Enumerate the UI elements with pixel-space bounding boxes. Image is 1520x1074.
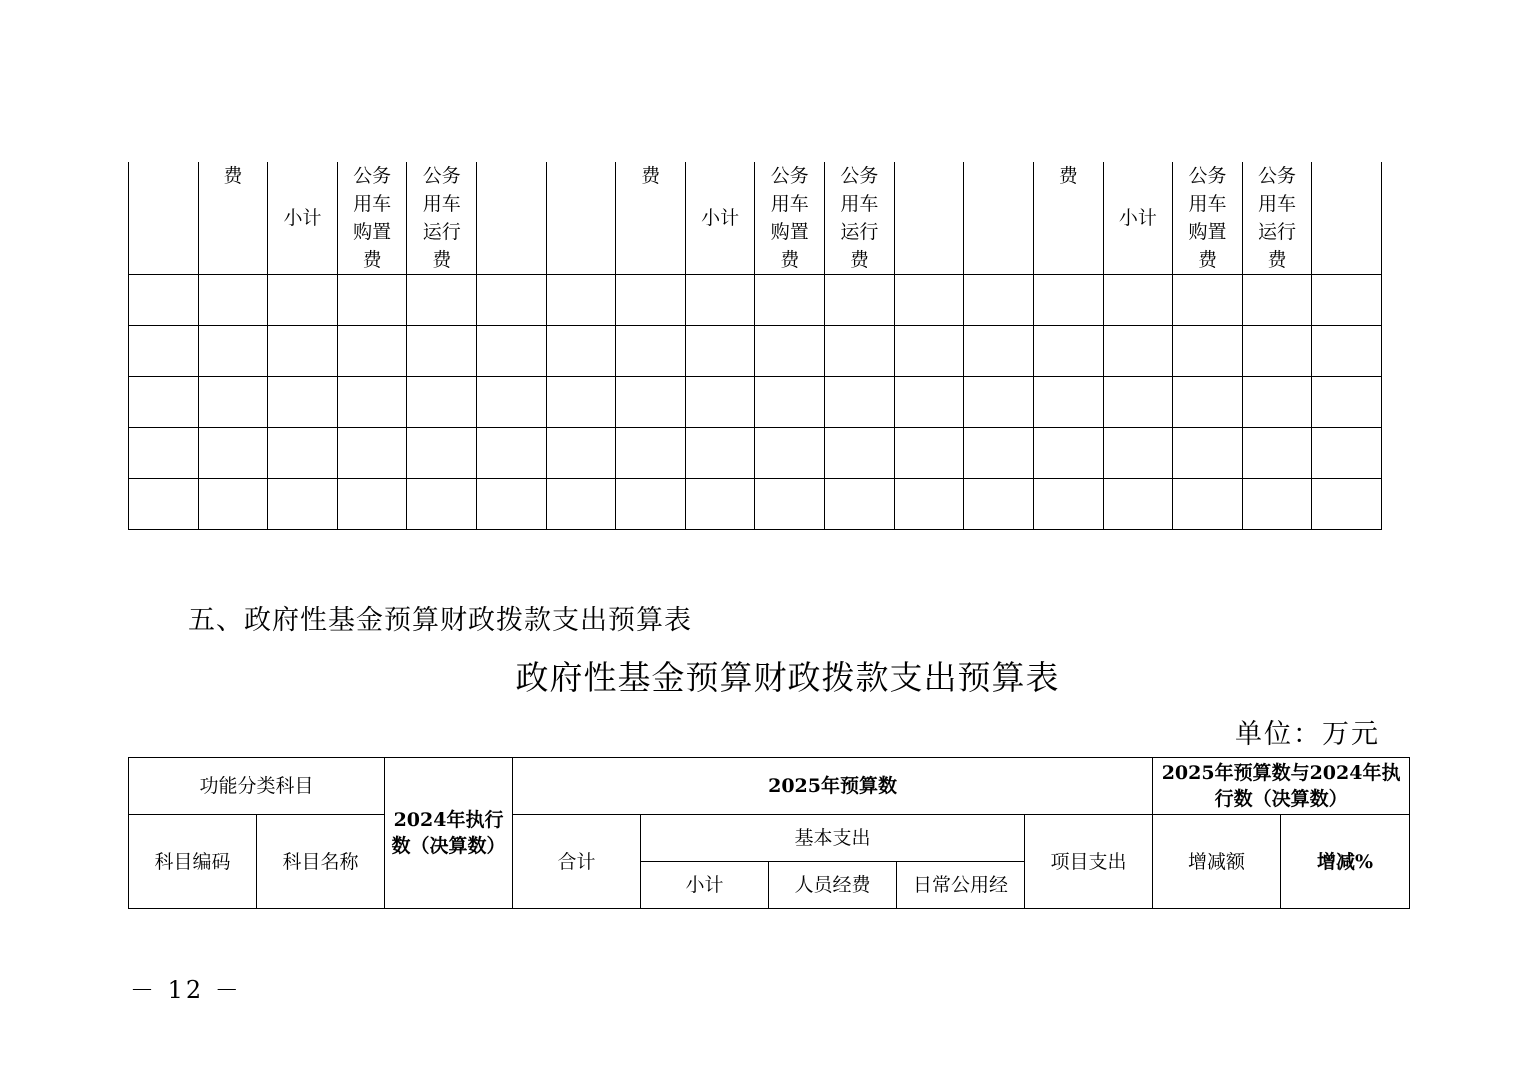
table-cell: [129, 377, 199, 428]
table-cell: [964, 275, 1034, 326]
table-cell: [198, 377, 268, 428]
header-cell: [407, 162, 477, 275]
basic-expenditure-header: 基本支出: [641, 815, 1025, 862]
table-cell: [337, 326, 407, 377]
execution-2024-header: 2024年执行数（决算数）: [385, 758, 513, 909]
table-cell: [1173, 326, 1243, 377]
table-cell: [1103, 326, 1173, 377]
table-cell: [477, 377, 547, 428]
table-cell: [407, 377, 477, 428]
budget-2025-header: 2025年预算数: [513, 758, 1153, 815]
table-cell: [1312, 377, 1382, 428]
table-cell: [1242, 275, 1312, 326]
table-cell: [268, 275, 338, 326]
table-cell: [1242, 428, 1312, 479]
table-cell: [407, 326, 477, 377]
table-cell: [825, 479, 895, 530]
table-cell: [198, 326, 268, 377]
table-cell: [894, 275, 964, 326]
table-cell: [337, 377, 407, 428]
table-cell: [685, 479, 755, 530]
table-cell: [755, 275, 825, 326]
table-cell: [1312, 275, 1382, 326]
table-cell: [337, 428, 407, 479]
page-number: － 12 －: [130, 976, 242, 1004]
table-cell: [1033, 479, 1103, 530]
table-cell: [685, 377, 755, 428]
table-cell: [198, 479, 268, 530]
table-cell: [825, 326, 895, 377]
table-cell: [755, 326, 825, 377]
header-cell: [1242, 162, 1312, 275]
header-cell-label: 公务 用车 运行 费: [422, 165, 461, 271]
table-cell: [685, 326, 755, 377]
table-cell: [825, 428, 895, 479]
table-cell: [755, 479, 825, 530]
table-cell: [198, 428, 268, 479]
table-cell: [268, 377, 338, 428]
table-cell: [129, 326, 199, 377]
header-cell-label: 小计: [701, 207, 740, 229]
table-cell: [894, 377, 964, 428]
section-heading: 五、政府性基金预算财政拨款支出预算表: [188, 605, 692, 636]
table-cell: [546, 428, 616, 479]
personnel-expenses-header: 人员经费: [769, 862, 897, 909]
table-cell: [964, 428, 1034, 479]
header-cell-label: 公务 用车 运行 费: [840, 165, 879, 271]
table-row: [129, 479, 1382, 530]
table-cell: [268, 326, 338, 377]
header-cell: [616, 162, 686, 275]
table-cell: [477, 275, 547, 326]
table-cell: [407, 275, 477, 326]
budget-table: [128, 757, 1410, 909]
functional-classification-header: 功能分类科目: [129, 758, 385, 815]
header-cell: [546, 162, 616, 275]
header-cell: [755, 162, 825, 275]
table-cell: [268, 479, 338, 530]
table-cell: [337, 479, 407, 530]
table-cell: [685, 275, 755, 326]
header-cell-label: 小计: [1118, 207, 1157, 229]
change-amount-header: 增减额: [1153, 815, 1281, 909]
table-cell: [546, 479, 616, 530]
table-cell: [1173, 479, 1243, 530]
table-cell: [616, 428, 686, 479]
header-cell: [825, 162, 895, 275]
daily-public-expenses-header: 日常公用经: [897, 862, 1025, 909]
table-cell: [964, 326, 1034, 377]
table-cell: [546, 377, 616, 428]
table-cell: [894, 479, 964, 530]
table-cell: [616, 275, 686, 326]
table-cell: [198, 275, 268, 326]
header-cell: [129, 162, 199, 275]
table-cell: [1173, 428, 1243, 479]
table-cell: [1103, 377, 1173, 428]
table-cell: [268, 428, 338, 479]
table-cell: [964, 479, 1034, 530]
table-cell: [1242, 377, 1312, 428]
table-cell: [546, 275, 616, 326]
header-cell: [685, 162, 755, 275]
table-cell: [546, 326, 616, 377]
table-cell: [1033, 275, 1103, 326]
table-cell: [894, 326, 964, 377]
header-cell: [1312, 162, 1382, 275]
table-row: [129, 326, 1382, 377]
header-cell: [268, 162, 338, 275]
table-cell: [477, 326, 547, 377]
header-cell: [1033, 162, 1103, 275]
header-cell: [1103, 162, 1173, 275]
table-cell: [1312, 326, 1382, 377]
total-header: 合计: [513, 815, 641, 909]
table-cell: [477, 479, 547, 530]
table-cell: [1033, 377, 1103, 428]
header-cell-label: 小计: [283, 207, 322, 229]
table-cell: [685, 428, 755, 479]
header-cell: [477, 162, 547, 275]
table-cell: [407, 428, 477, 479]
table-cell: [825, 275, 895, 326]
table-row: [129, 428, 1382, 479]
table-cell: [407, 479, 477, 530]
table-cell: [1103, 428, 1173, 479]
change-percent-header: 增减%: [1281, 815, 1410, 909]
table-cell: [1242, 479, 1312, 530]
table-cell: [129, 479, 199, 530]
header-cell-label: 费: [1058, 165, 1078, 187]
table-cell: [616, 326, 686, 377]
comparison-header: 2025年预算数与2024年执行数（决算数）: [1153, 758, 1410, 815]
project-expenditure-header: 项目支出: [1025, 815, 1153, 909]
header-cell: [894, 162, 964, 275]
header-cell-label: 公务 用车 购置 费: [1188, 165, 1227, 271]
header-cell: [1173, 162, 1243, 275]
table-cell: [964, 377, 1034, 428]
header-cell: [964, 162, 1034, 275]
header-cell-label: 公务 用车 购置 费: [770, 165, 809, 271]
table-cell: [1173, 275, 1243, 326]
header-cell: [337, 162, 407, 275]
table-cell: [616, 377, 686, 428]
header-cell: [198, 162, 268, 275]
continuation-table: [128, 162, 1382, 530]
table-cell: [477, 428, 547, 479]
table-cell: [1312, 428, 1382, 479]
table-cell: [129, 428, 199, 479]
table-cell: [1173, 377, 1243, 428]
header-cell-label: 费: [641, 165, 661, 187]
unit-label: 单位：万元: [1235, 719, 1380, 750]
table-cell: [337, 275, 407, 326]
table-title: 政府性基金预算财政拨款支出预算表: [515, 658, 1060, 697]
table-cell: [755, 377, 825, 428]
table-cell: [1103, 275, 1173, 326]
header-cell-label: 公务 用车 运行 费: [1258, 165, 1297, 271]
table-cell: [1242, 326, 1312, 377]
table-cell: [894, 428, 964, 479]
table-cell: [1033, 428, 1103, 479]
table-row: [129, 275, 1382, 326]
subtotal-header: 小计: [641, 862, 769, 909]
subject-name-header: 科目名称: [257, 815, 385, 909]
table-row: [129, 377, 1382, 428]
table-cell: [129, 275, 199, 326]
table-cell: [1103, 479, 1173, 530]
table-cell: [755, 428, 825, 479]
table-cell: [1312, 479, 1382, 530]
table-cell: [616, 479, 686, 530]
table-cell: [825, 377, 895, 428]
header-cell-label: 费: [223, 165, 243, 187]
table-cell: [1033, 326, 1103, 377]
header-cell-label: 公务 用车 购置 费: [353, 165, 392, 271]
subject-code-header: 科目编码: [129, 815, 257, 909]
